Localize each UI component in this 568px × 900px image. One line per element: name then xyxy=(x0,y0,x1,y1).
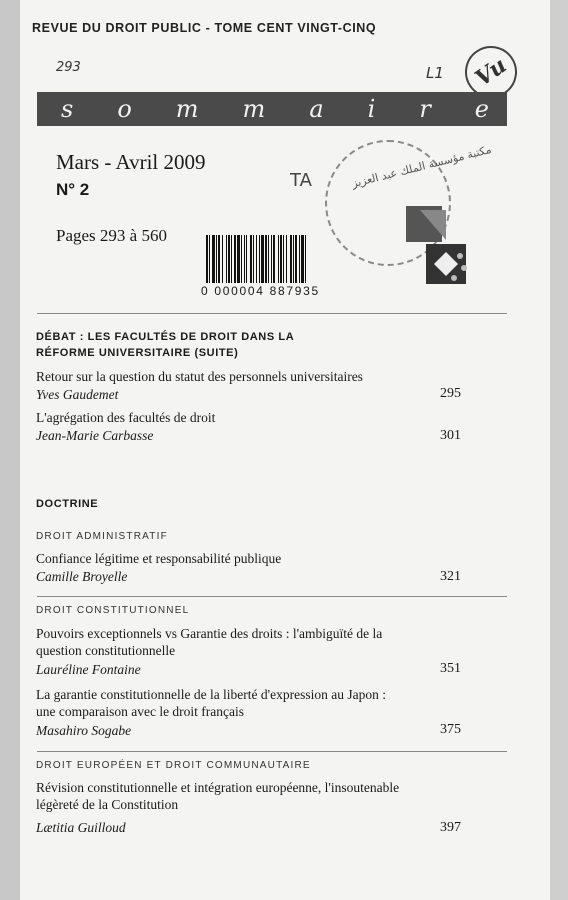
toc-entry-author: Lauréline Fontaine xyxy=(36,662,141,677)
toc-entry-page: 351 xyxy=(440,661,461,676)
scan-right-edge xyxy=(550,0,568,900)
section-heading-doctrine: DOCTRINE xyxy=(36,498,99,510)
toc-entry-title xyxy=(36,625,466,659)
toc-entry-title-line: une comparaison avec le droit français xyxy=(36,704,245,719)
toc-entry-author: Jean-Marie Carbasse xyxy=(36,428,154,443)
toc-entry-page: 301 xyxy=(440,428,461,443)
toc-entry-title: Retour sur la question du statut des personnels universitaires xyxy=(36,369,363,384)
toc-entry-title: Confiance légitime et responsabilité publique xyxy=(36,551,282,566)
toc-entry-author: Lætitia Guilloud xyxy=(36,820,126,835)
toc-entry-title-line: légèreté de la Constitution xyxy=(36,797,179,812)
divider xyxy=(37,751,507,752)
barcode-number: 0 000004 887935 xyxy=(201,284,320,298)
toc-entry-title xyxy=(36,686,466,720)
issue-pages: Pages 293 à 560 xyxy=(56,226,167,245)
issue-date: Mars - Avril 2009 xyxy=(56,150,206,174)
toc-entry-page: 295 xyxy=(440,386,461,401)
scan-left-edge xyxy=(0,0,20,900)
subsection-heading: DROIT ADMINISTRATIF xyxy=(36,531,168,542)
toc-entry-title: L'agrégation des facultés de droit xyxy=(36,410,216,425)
toc-entry-title-line: Révision constitutionnelle et intégration européenne, l'insoutenable xyxy=(36,780,400,795)
section-heading-line: RÉFORME UNIVERSITAIRE (SUITE) xyxy=(36,347,239,359)
section-heading-line: DÉBAT : LES FACULTÉS DE DROIT DANS LA xyxy=(36,331,295,343)
toc-entry-author: Masahiro Sogabe xyxy=(36,723,132,738)
vu-stamp: Vu xyxy=(455,36,527,108)
subsection-heading: DROIT CONSTITUTIONNEL xyxy=(36,605,190,616)
toc-entry-page: 321 xyxy=(440,569,461,584)
sommaire-banner xyxy=(37,92,507,126)
publisher-logo-icon xyxy=(400,200,480,300)
toc-entry-title-line: question constitutionnelle xyxy=(36,643,176,658)
divider xyxy=(37,313,507,314)
subsection-heading: DROIT EUROPÉEN ET DROIT COMMUNAUTAIRE xyxy=(36,760,311,771)
toc-entry-page: 397 xyxy=(440,820,461,835)
seal-handwritten-mark: TA xyxy=(290,170,312,191)
seal-text: مكتبة مؤسسة الملك عبد العزيز xyxy=(350,142,493,191)
handwritten-mark: L1 xyxy=(426,64,444,82)
issue-number: N° 2 xyxy=(56,180,90,199)
toc-entry-title-line: La garantie constitutionnelle de la liberté d'expression au Japon : xyxy=(36,687,386,702)
banner-letter: a xyxy=(309,95,324,123)
divider xyxy=(37,596,507,597)
toc-entry-title-line: Pouvoirs exceptionnels vs Garantie des droits : l'ambiguïté de la xyxy=(36,626,383,641)
document-page xyxy=(20,0,550,900)
banner-letter: o xyxy=(117,95,132,123)
toc-entry-title xyxy=(36,779,466,813)
section-heading-debat xyxy=(36,329,294,361)
handwritten-page-number: 293 xyxy=(56,60,81,75)
toc-entry-page: 375 xyxy=(440,722,461,737)
journal-header: REVUE DU DROIT PUBLIC - TOME CENT VINGT-CINQ xyxy=(32,21,377,35)
banner-letter: i xyxy=(367,95,376,123)
banner-letter: m xyxy=(242,95,266,123)
toc-entry-author: Yves Gaudemet xyxy=(36,387,119,402)
banner-letter: r xyxy=(419,95,431,123)
banner-letter: e xyxy=(474,95,489,123)
barcode-icon xyxy=(206,235,396,283)
banner-letter: m xyxy=(175,95,199,123)
banner-letter: s xyxy=(61,95,74,123)
toc-entry-author: Camille Broyelle xyxy=(36,569,128,584)
